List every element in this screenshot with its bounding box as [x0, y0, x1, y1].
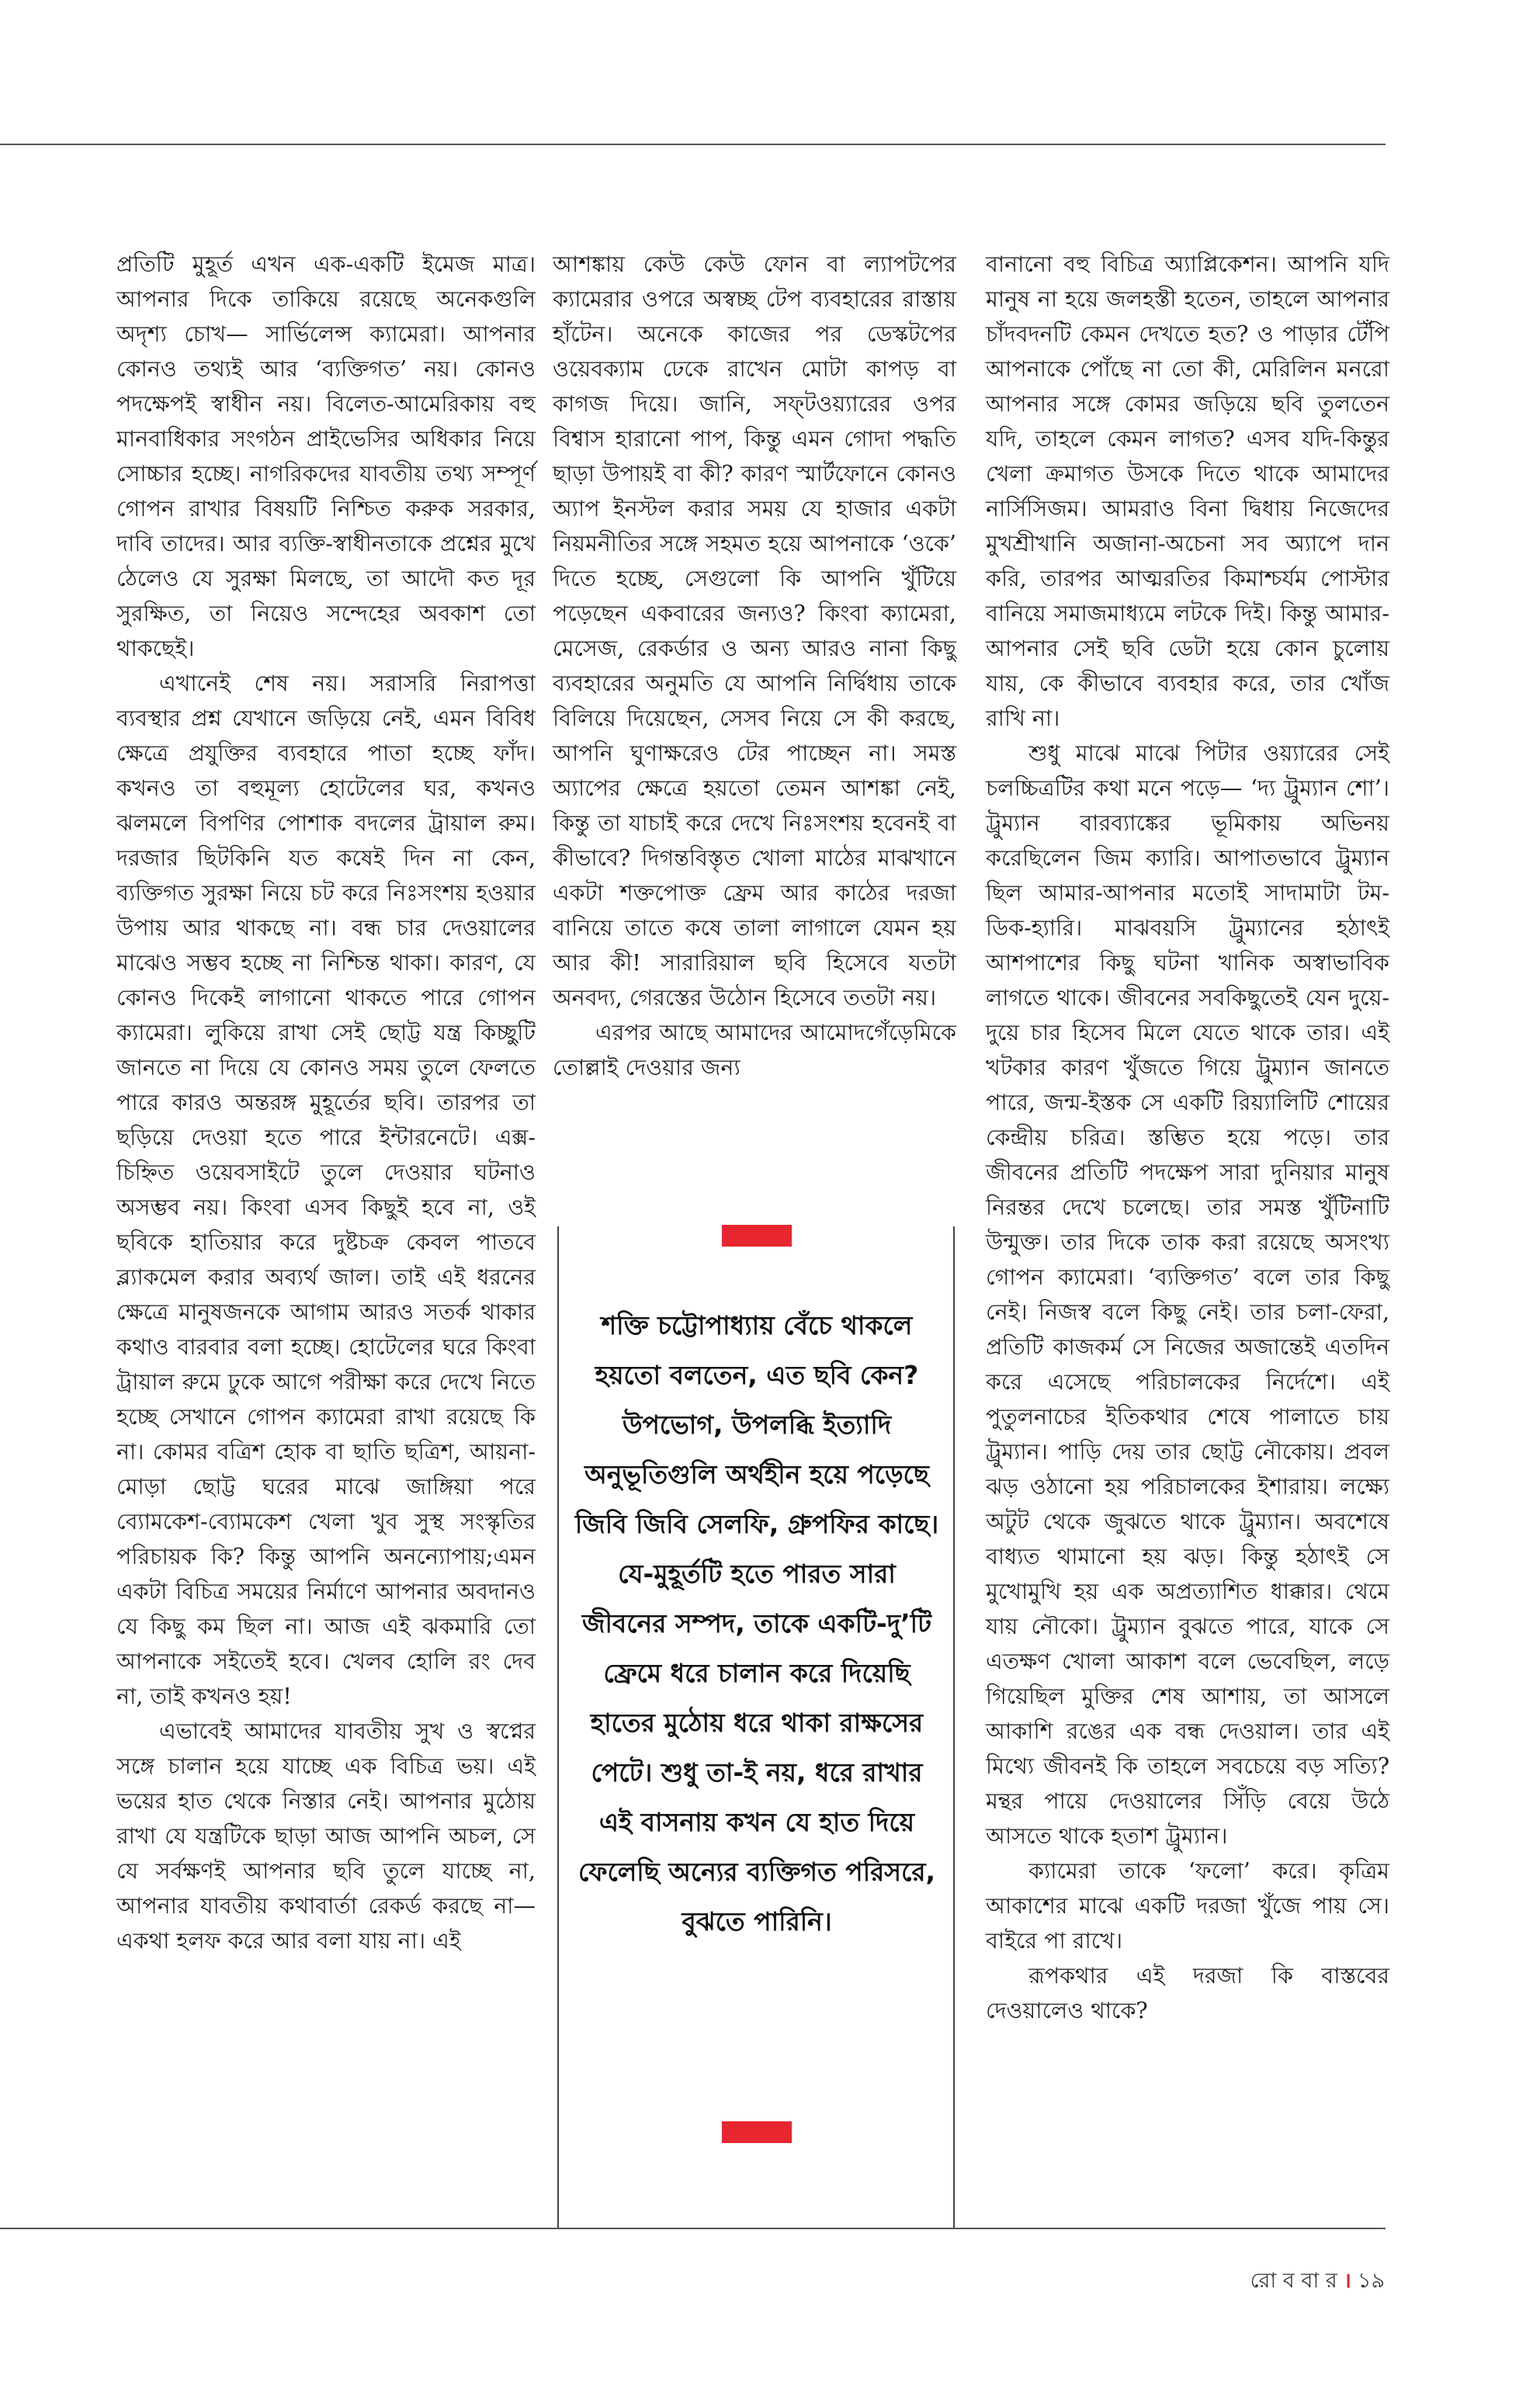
col3-paragraph-3: ক্যামেরা তাকে ‘ফলো’ করে। কৃত্রিম আকাশের মাঝে একটি দরজা খুঁজে পায় সে। বাইরে পা রাখে।: [986, 1858, 1389, 1954]
pull-quote-top-accent: [722, 1225, 792, 1247]
article-column-3: [986, 247, 1389, 2028]
col3-paragraph-1: বানানো বহু বিচিত্র অ্যাপ্লিকেশন। আপনি যদি মানুষ না হয়ে জলহস্তী হতেন, তাহলে আপনার চাঁদবদনটি কেমন দেখতে হত? ও পাড়ার টেঁপি আপনাকে পোঁছে না তো কী, মেরিলিন মনরো আপনার সঙ্গে কোমর জড়িয়ে ছবি তুলতেন যদি, তাহলে কেমন লাগত? এসব যদি-কিন্তুর খেলা ক্রমাগত উসকে দিতে থাকে আমাদের নার্সিসিজম। আমরাও বিনা দ্বিধায় নিজেদের মুখশ্রীখানি অজানা-অচেনা সব অ্যাপে দান করি, তারপর আত্মরতির কিমাশ্চর্যম পোস্টার বানিয়ে সমাজমাধ্যমে লটকে দিই। কিন্তু আমার-আপনার সেই ছবি ডেটা হয়ে কোন চুলোয় যায়, কে কীভাবে ব্যবহার করে, তার খোঁজ রাখি না।: [986, 251, 1389, 731]
col3-paragraph-2: শুধু মাঝে মাঝে পিটার ওয়্যারের সেই চলচ্চিত্রটির কথা মনে পড়ে— ‘দ্য ট্রুম্যান শো’। ট্রুম্যান বারব্যাঙ্কের ভূমিকায় অভিনয় করেছিলেন জিম ক্যারি। আপাতভাবে ট্রুম্যান ছিল আমার-আপনার মতোই সাদামাটা টম-ডিক-হ্যারি। মাঝবয়সি ট্রুম্যানের হঠাৎই আশপাশের কিছু ঘটনা খানিক অস্বাভাবিক লাগতে থাকে। জীবনের সবকিছুতেই যেন দুয়ে-দুয়ে চার হিসেব মিলে যেতে থাকে তার। এই খটকার কারণ খুঁজতে গিয়ে ট্রুম্যান জানতে পারে, জন্ম-ইস্তক সে একটি রিয়্যালিটি শোয়ের কেন্দ্রীয় চরিত্র। স্তম্ভিত হয়ে পড়ে। তার জীবনের প্রতিটি পদক্ষেপ সারা দুনিয়ার মানুষ নিরন্তর দেখে চলেছে। তার সমস্ত খুঁটিনাটি উন্মুক্ত। তার দিকে তাক করা রয়েছে অসংখ্য গোপন ক্যামেরা। ‘ব্যক্তিগত’ বলে তার কিছু নেই। নিজস্ব বলে কিছু নেই। তার চলা-ফেরা, প্রতিটি কাজকর্ম সে নিজের অজান্তেই এতদিন করে এসেছে পরিচালকের নির্দেশে। এই পুতুলনাচের ইতিকথার শেষে পালাতে চায় ট্রুম্যান। পাড়ি দেয় তার ছোট্ট নৌকোয়। প্রবল ঝড় ওঠানো হয় পরিচালকের ইশারায়। লক্ষ্যে অটুট থেকে জুঝতে থাকে ট্রুম্যান। অবশেষে বাধ্যত থামানো হয় ঝড়। কিন্তু হঠাৎই সে মুখোমুখি হয় এক অপ্রত্যাশিত ধাক্কার। থেমে যায় নৌকো। ট্রুম্যান বুঝতে পারে, যাকে সে এতক্ষণ খোলা আকাশ বলে ভেবেছিল, লড়ে গিয়েছিল মুক্তির শেষ আশায়, তা আসলে আকাশি রঙের এক বন্ধ দেওয়াল। তার এই মিথ্যে জীবনই কি তাহলে সবচেয়ে বড় সত্যি? মন্থর পায়ে দেওয়ালের সিঁড়ি বেয়ে উঠে আসতে থাকে হতাশ ট্রুম্যান।: [986, 740, 1389, 1849]
article-column-2: [553, 247, 956, 1085]
article-column-1: [116, 247, 536, 1958]
page-footer: [1250, 2265, 1385, 2300]
pull-quote-text: শক্তি চট্টোপাধ্যায় বেঁচে থাকলে হয়তো বলতেন, এত ছবি কেন? উপভোগ, উপলব্ধি ইত্যাদি অনুভূতিগুলি অর্থহীন হয়ে পড়েছে জিবি জিবি সেলফি, গ্রুপফির কাছে। যে-মুহূর্তটি হতে পারত সারা জীবনের সম্পদ, তাকে একটি-দু’টি ফ্রেমে ধরে চালান করে দিয়েছি হাতের মুঠোয় ধরে থাকা রাক্ষসের পেটে। শুধু তা-ই নয়, ধরে রাখার এই বাসনায় কখন যে হাত দিয়ে ফেলেছি অন্যের ব্যক্তিগত পরিসরে, বুঝতে পারিনি।: [574, 1310, 939, 1937]
pull-quote-right-rule: [953, 1226, 955, 2228]
col1-paragraph-1: প্রতিটি মুহূর্ত এখন এক-একটি ইমেজ মাত্র। আপনার দিকে তাকিয়ে রয়েছে অনেকগুলি অদৃশ্য চোখ— সার্ভিলেন্স ক্যামেরা। আপনার কোনও তথ্যই আর ‘ব্যক্তিগত’ নয়। কোনও পদক্ষেপই স্বাধীন নয়। বিলেত-আমেরিকায় বহু মানবাধিকার সংগঠন প্রাইভেসির অধিকার নিয়ে সোচ্চার হচ্ছে। নাগরিকদের যাবতীয় তথ্য সম্পূর্ণ গোপন রাখার বিষয়টি নিশ্চিত করুক সরকার, দাবি তাদের। আর ব্যক্তি-স্বাধীনতাকে প্রশ্নের মুখে ঠেলেও যে সুরক্ষা মিলছে, তা আদৌ কত দূর সুরক্ষিত, তা নিয়েও সন্দেহের অবকাশ তো থাকছেই।: [116, 251, 536, 661]
col3-paragraph-4: রূপকথার এই দরজা কি বাস্তবের দেওয়ালেও থাকে?: [986, 1963, 1389, 2024]
pull-quote-bottom-accent: [722, 2121, 792, 2143]
pull-quote-left-rule: [557, 1226, 559, 2228]
page-number: ১৯: [1357, 2269, 1385, 2293]
col1-paragraph-2: এখানেই শেষ নয়। সরাসরি নিরাপত্তা ব্যবস্থার প্রশ্ন যেখানে জড়িয়ে নেই, এমন বিবিধ ক্ষেত্রে প্রযুক্তির ব্যবহারে পাতা হচ্ছে ফাঁদ। কখনও তা বহুমূল্য হোটেলের ঘর, কখনও ঝলমলে বিপণির পোশাক বদলের ট্রায়াল রুম। দরজার ছিটকিনি যত কষেই দিন না কেন, ব্যক্তিগত সুরক্ষা নিয়ে চট করে নিঃসংশয় হওয়ার উপায় আর থাকছে না। বন্ধ চার দেওয়ালের মাঝেও সম্ভব হচ্ছে না নিশ্চিন্ত থাকা। কারণ, যে কোনও দিকেই লাগানো থাকতে পারে গোপন ক্যামেরা। লুকিয়ে রাখা সেই ছোট্ট যন্ত্র কিচ্ছুটি জানতে না দিয়ে যে কোনও সময় তুলে ফেলতে পারে কারও অন্তরঙ্গ মুহূর্তের ছবি। তারপর তা ছড়িয়ে দেওয়া হতে পারে ইন্টারনেটে। এক্স-চিহ্নিত ওয়েবসাইটে তুলে দেওয়ার ঘটনাও অসম্ভব নয়। কিংবা এসব কিছুই হবে না, ওই ছবিকে হাতিয়ার করে দুষ্টচক্র কেবল পাতবে ব্ল্যাকমেল করার অব্যর্থ জাল। তাই এই ধরনের ক্ষেত্রে মানুষজনকে আগাম আরও সতর্ক থাকার কথাও বারবার বলা হচ্ছে। হোটেলের ঘরে কিংবা ট্রায়াল রুমে ঢুকে আগে পরীক্ষা করে দেখে নিতে হচ্ছে সেখানে গোপন ক্যামেরা রাখা রয়েছে কি না। কোমর বত্রিশ হোক বা ছাতি ছত্রিশ, আয়না-মোড়া ছোট্ট ঘরের মাঝে জাঙ্গিয়া পরে ব্যোমকেশ-ব্যোমকেশ খেলা খুব সুস্থ সংস্কৃতির পরিচায়ক কি? কিন্তু আপনি অনন্যোপায়;এমন একটা বিচিত্র সময়ের নির্মাণে আপনার অবদানও যে কিছু কম ছিল না। আজ এই ঝকমারি তো আপনাকে সইতেই হবে। খেলব হোলি রং দেব না, তাই কখনও হয়!: [116, 671, 536, 1709]
col1-paragraph-3: এভাবেই আমাদের যাবতীয় সুখ ও স্বপ্নের সঙ্গে চালান হয়ে যাচ্ছে এক বিচিত্র ভয়। এই ভয়ের হাত থেকে নিস্তার নেই। আপনার মুঠোয় রাখা যে যন্ত্রটিকে ছাড়া আজ আপনি অচল, সে যে সর্বক্ষণই আপনার ছবি তুলে যাচ্ছে না, আপনার যাবতীয় কথাবার্তা রেকর্ড করছে না— একথা হলফ করে আর বলা যায় না। এই: [116, 1718, 536, 1954]
footer-separator: ।: [1343, 2269, 1351, 2293]
magazine-name: রো ব বা র: [1250, 2269, 1337, 2293]
top-rule: [0, 144, 1386, 145]
col2-paragraph-1: আশঙ্কায় কেউ কেউ ফোন বা ল্যাপটপের ক্যামেরার ওপরে অস্বচ্ছ টেপ ব্যবহারের রাস্তায় হাঁটেন। অনেকে কাজের পর ডেস্কটপের ওয়েবক্যাম ঢেকে রাখেন মোটা কাপড় বা কাগজ দিয়ে। জানি, সফ্‌টওয়্যারের ওপর বিশ্বাস হারানো পাপ, কিন্তু এমন গোদা পদ্ধতি ছাড়া উপায়ই বা কী? কারণ স্মার্টফোনে কোনও অ্যাপ ইনস্টল করার সময় যে হাজার একটা নিয়মনীতির সঙ্গে সহমত হয়ে আপনাকে ‘ওকে’ দিতে হচ্ছে, সেগুলো কি আপনি খুঁটিয়ে পড়েছেন একবারের জন্যও? কিংবা ক্যামেরা, মেসেজ, রেকর্ডার ও অন্য আরও নানা কিছু ব্যবহারের অনুমতি যে আপনি নির্দ্বিধায় তাকে বিলিয়ে দিয়েছেন, সেসব নিয়ে সে কী করছে, আপনি ঘুণাক্ষরেও টের পাচ্ছেন না। সমস্ত অ্যাপের ক্ষেত্রে হয়তো তেমন আশঙ্কা নেই, কিন্তু তা যাচাই করে দেখে নিঃসংশয় হবেনই বা কীভাবে? দিগন্তবিস্তৃত খোলা মাঠের মাঝখানে একটা শক্তপোক্ত ফ্রেম আর কাঠের দরজা বানিয়ে তাতে কষে তালা লাগালে যেমন হয় আর কী! সারারিয়াল ছবি হিসেবে যতটা অনবদ্য, গেরস্তের উঠোন হিসেবে ততটা নয়।: [553, 251, 956, 1011]
pull-quote: [574, 1225, 939, 1947]
col2-paragraph-2: এরপর আছে আমাদের আমোদগেঁড়েমিকে তোল্লাই দেওয়ার জন্য: [553, 1020, 956, 1080]
bottom-rule: [0, 2228, 1386, 2229]
